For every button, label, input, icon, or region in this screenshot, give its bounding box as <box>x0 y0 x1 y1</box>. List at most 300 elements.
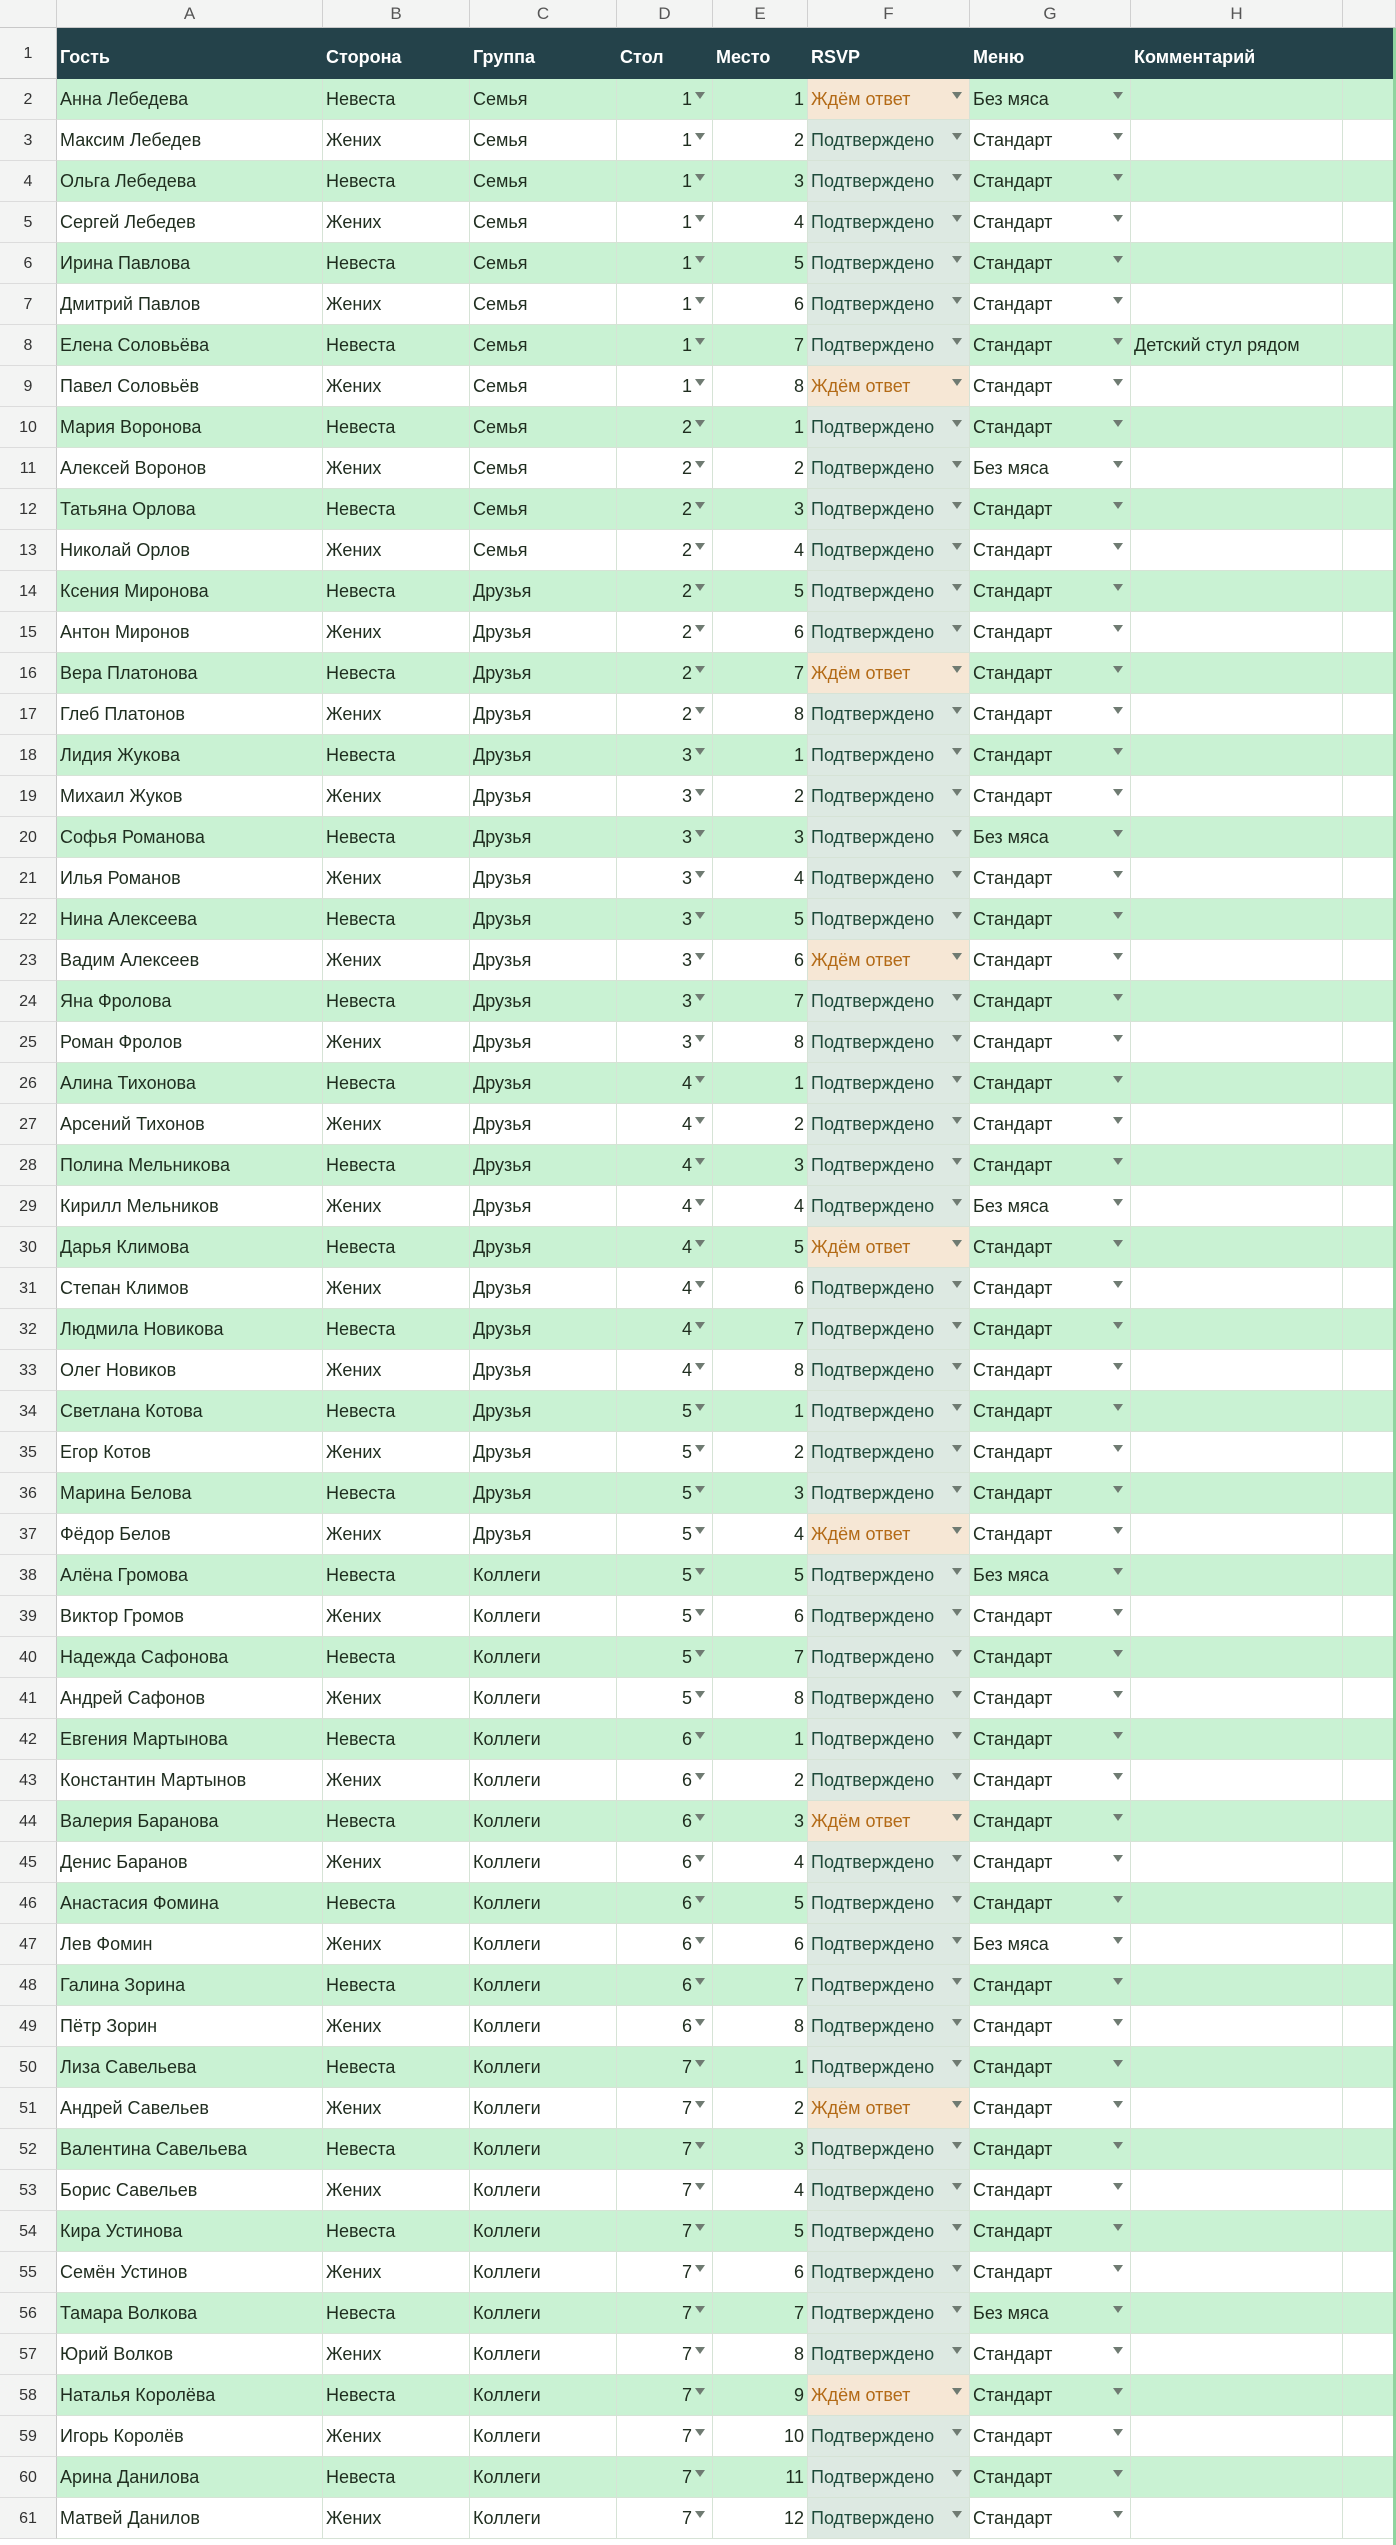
group-cell[interactable]: Друзья <box>470 1022 617 1063</box>
table-dropdown-cell[interactable] <box>617 817 713 858</box>
empty-cell[interactable] <box>1343 653 1396 694</box>
group-cell[interactable]: Друзья <box>470 653 617 694</box>
table-dropdown-cell[interactable] <box>617 1514 713 1555</box>
seat-cell[interactable]: 9 <box>713 2375 808 2416</box>
row-number[interactable]: 57 <box>0 2334 57 2375</box>
comment-cell[interactable] <box>1131 2334 1343 2375</box>
group-cell[interactable]: Коллеги <box>470 1678 617 1719</box>
group-cell[interactable]: Семья <box>470 79 617 120</box>
row-number[interactable]: 6 <box>0 243 57 284</box>
guest-cell[interactable]: Татьяна Орлова <box>57 489 323 530</box>
menu-dropdown-cell[interactable] <box>970 2211 1131 2252</box>
row-number[interactable]: 45 <box>0 1842 57 1883</box>
table-dropdown-cell[interactable] <box>617 1883 713 1924</box>
seat-cell[interactable]: 2 <box>713 120 808 161</box>
empty-cell[interactable] <box>1343 817 1396 858</box>
rsvp-dropdown-cell[interactable] <box>808 981 970 1022</box>
rsvp-dropdown-cell[interactable] <box>808 1145 970 1186</box>
guest-cell[interactable]: Ксения Миронова <box>57 571 323 612</box>
group-cell[interactable]: Семья <box>470 448 617 489</box>
guest-cell[interactable]: Максим Лебедев <box>57 120 323 161</box>
empty-cell[interactable] <box>1343 1268 1396 1309</box>
table-dropdown-cell[interactable] <box>617 2498 713 2539</box>
comment-cell[interactable] <box>1131 1145 1343 1186</box>
table-dropdown-cell[interactable] <box>617 1063 713 1104</box>
row-number[interactable]: 2 <box>0 79 57 120</box>
rsvp-dropdown-cell[interactable] <box>808 284 970 325</box>
row-number[interactable]: 37 <box>0 1514 57 1555</box>
side-cell[interactable]: Невеста <box>323 407 470 448</box>
comment-cell[interactable] <box>1131 1473 1343 1514</box>
comment-cell[interactable] <box>1131 694 1343 735</box>
rsvp-dropdown-cell[interactable] <box>808 1309 970 1350</box>
comment-cell[interactable] <box>1131 2293 1343 2334</box>
group-cell[interactable]: Коллеги <box>470 2170 617 2211</box>
seat-cell[interactable]: 1 <box>713 1063 808 1104</box>
empty-cell[interactable] <box>1343 1063 1396 1104</box>
guest-cell[interactable]: Елена Соловьёва <box>57 325 323 366</box>
guest-cell[interactable]: Софья Романова <box>57 817 323 858</box>
header-table[interactable]: Стол <box>617 28 713 79</box>
seat-cell[interactable]: 4 <box>713 2170 808 2211</box>
rsvp-dropdown-cell[interactable] <box>808 2498 970 2539</box>
empty-cell[interactable] <box>1343 2088 1396 2129</box>
guest-cell[interactable]: Ольга Лебедева <box>57 161 323 202</box>
side-cell[interactable]: Невеста <box>323 817 470 858</box>
comment-cell[interactable] <box>1131 366 1343 407</box>
empty-cell[interactable] <box>1343 448 1396 489</box>
guest-cell[interactable]: Мария Воронова <box>57 407 323 448</box>
empty-cell[interactable] <box>1343 1227 1396 1268</box>
comment-cell[interactable] <box>1131 2211 1343 2252</box>
seat-cell[interactable]: 10 <box>713 2416 808 2457</box>
empty-cell[interactable] <box>1343 2047 1396 2088</box>
menu-dropdown-cell[interactable] <box>970 1883 1131 1924</box>
side-cell[interactable]: Жених <box>323 694 470 735</box>
group-cell[interactable]: Семья <box>470 202 617 243</box>
side-cell[interactable]: Жених <box>323 2334 470 2375</box>
side-cell[interactable]: Жених <box>323 776 470 817</box>
menu-dropdown-cell[interactable] <box>970 2170 1131 2211</box>
side-cell[interactable]: Невеста <box>323 1555 470 1596</box>
guest-cell[interactable]: Матвей Данилов <box>57 2498 323 2539</box>
guest-cell[interactable]: Степан Климов <box>57 1268 323 1309</box>
side-cell[interactable]: Жених <box>323 1678 470 1719</box>
comment-cell[interactable] <box>1131 1309 1343 1350</box>
group-cell[interactable]: Коллеги <box>470 2375 617 2416</box>
empty-cell[interactable] <box>1343 1596 1396 1637</box>
menu-dropdown-cell[interactable] <box>970 1637 1131 1678</box>
empty-cell[interactable] <box>1343 2498 1396 2539</box>
guest-cell[interactable]: Ирина Павлова <box>57 243 323 284</box>
side-cell[interactable]: Невеста <box>323 981 470 1022</box>
table-dropdown-cell[interactable] <box>617 1227 713 1268</box>
comment-cell[interactable] <box>1131 776 1343 817</box>
empty-cell[interactable] <box>1343 1186 1396 1227</box>
menu-dropdown-cell[interactable] <box>970 1924 1131 1965</box>
side-cell[interactable]: Невеста <box>323 2047 470 2088</box>
row-number[interactable]: 32 <box>0 1309 57 1350</box>
table-dropdown-cell[interactable] <box>617 325 713 366</box>
comment-cell[interactable] <box>1131 2129 1343 2170</box>
group-cell[interactable]: Друзья <box>470 1145 617 1186</box>
side-cell[interactable]: Невеста <box>323 2375 470 2416</box>
row-number[interactable]: 58 <box>0 2375 57 2416</box>
rsvp-dropdown-cell[interactable] <box>808 79 970 120</box>
empty-cell[interactable] <box>1343 2129 1396 2170</box>
group-cell[interactable]: Коллеги <box>470 1965 617 2006</box>
menu-dropdown-cell[interactable] <box>970 489 1131 530</box>
guest-cell[interactable]: Яна Фролова <box>57 981 323 1022</box>
row-number[interactable]: 38 <box>0 1555 57 1596</box>
rsvp-dropdown-cell[interactable] <box>808 2006 970 2047</box>
menu-dropdown-cell[interactable] <box>970 448 1131 489</box>
comment-cell[interactable] <box>1131 1883 1343 1924</box>
seat-cell[interactable]: 7 <box>713 2293 808 2334</box>
row-number[interactable]: 28 <box>0 1145 57 1186</box>
rsvp-dropdown-cell[interactable] <box>808 1842 970 1883</box>
side-cell[interactable]: Невеста <box>323 2457 470 2498</box>
seat-cell[interactable]: 6 <box>713 940 808 981</box>
seat-cell[interactable]: 2 <box>713 776 808 817</box>
menu-dropdown-cell[interactable] <box>970 940 1131 981</box>
group-cell[interactable]: Друзья <box>470 981 617 1022</box>
comment-cell[interactable] <box>1131 489 1343 530</box>
group-cell[interactable]: Семья <box>470 530 617 571</box>
table-dropdown-cell[interactable] <box>617 2375 713 2416</box>
side-cell[interactable]: Жених <box>323 530 470 571</box>
rsvp-dropdown-cell[interactable] <box>808 2293 970 2334</box>
seat-cell[interactable]: 3 <box>713 1801 808 1842</box>
row-number[interactable]: 49 <box>0 2006 57 2047</box>
side-cell[interactable]: Жених <box>323 1924 470 1965</box>
comment-cell[interactable] <box>1131 530 1343 571</box>
comment-cell[interactable] <box>1131 817 1343 858</box>
rsvp-dropdown-cell[interactable] <box>808 243 970 284</box>
menu-dropdown-cell[interactable] <box>970 120 1131 161</box>
column-header-b[interactable]: B <box>323 0 470 28</box>
empty-cell[interactable] <box>1343 366 1396 407</box>
seat-cell[interactable]: 8 <box>713 1022 808 1063</box>
guest-cell[interactable]: Арсений Тихонов <box>57 1104 323 1145</box>
empty-cell[interactable] <box>1343 612 1396 653</box>
header-rsvp[interactable]: RSVP <box>808 28 970 79</box>
menu-dropdown-cell[interactable] <box>970 1678 1131 1719</box>
guest-cell[interactable]: Кира Устинова <box>57 2211 323 2252</box>
select-all-corner[interactable] <box>0 0 57 28</box>
row-number[interactable]: 21 <box>0 858 57 899</box>
comment-cell[interactable] <box>1131 1391 1343 1432</box>
rsvp-dropdown-cell[interactable] <box>808 1432 970 1473</box>
rsvp-dropdown-cell[interactable] <box>808 2088 970 2129</box>
rsvp-dropdown-cell[interactable] <box>808 940 970 981</box>
rsvp-dropdown-cell[interactable] <box>808 2047 970 2088</box>
group-cell[interactable]: Коллеги <box>470 1760 617 1801</box>
column-header-g[interactable]: G <box>970 0 1131 28</box>
group-cell[interactable]: Коллеги <box>470 2334 617 2375</box>
side-cell[interactable]: Невеста <box>323 1145 470 1186</box>
guest-cell[interactable]: Роман Фролов <box>57 1022 323 1063</box>
table-dropdown-cell[interactable] <box>617 1104 713 1145</box>
guest-cell[interactable]: Валентина Савельева <box>57 2129 323 2170</box>
seat-cell[interactable]: 3 <box>713 2129 808 2170</box>
column-header-a[interactable]: A <box>57 0 323 28</box>
table-dropdown-cell[interactable] <box>617 1596 713 1637</box>
empty-cell[interactable] <box>1343 981 1396 1022</box>
rsvp-dropdown-cell[interactable] <box>808 1719 970 1760</box>
group-cell[interactable]: Друзья <box>470 1350 617 1391</box>
empty-cell[interactable] <box>1343 489 1396 530</box>
empty-cell[interactable] <box>1343 940 1396 981</box>
comment-cell[interactable] <box>1131 1637 1343 1678</box>
group-cell[interactable]: Семья <box>470 120 617 161</box>
seat-cell[interactable]: 8 <box>713 1350 808 1391</box>
row-number[interactable]: 39 <box>0 1596 57 1637</box>
rsvp-dropdown-cell[interactable] <box>808 2170 970 2211</box>
empty-cell[interactable] <box>1343 243 1396 284</box>
guest-cell[interactable]: Виктор Громов <box>57 1596 323 1637</box>
menu-dropdown-cell[interactable] <box>970 2457 1131 2498</box>
menu-dropdown-cell[interactable] <box>970 243 1131 284</box>
rsvp-dropdown-cell[interactable] <box>808 2252 970 2293</box>
comment-cell[interactable] <box>1131 120 1343 161</box>
guest-cell[interactable]: Егор Котов <box>57 1432 323 1473</box>
group-cell[interactable]: Друзья <box>470 1186 617 1227</box>
menu-dropdown-cell[interactable] <box>970 1350 1131 1391</box>
comment-cell[interactable] <box>1131 1432 1343 1473</box>
side-cell[interactable]: Жених <box>323 1104 470 1145</box>
seat-cell[interactable]: 2 <box>713 1104 808 1145</box>
seat-cell[interactable]: 4 <box>713 202 808 243</box>
empty-cell[interactable] <box>1343 1391 1396 1432</box>
guest-cell[interactable]: Михаил Жуков <box>57 776 323 817</box>
table-dropdown-cell[interactable] <box>617 1391 713 1432</box>
seat-cell[interactable]: 1 <box>713 2047 808 2088</box>
guest-cell[interactable]: Лидия Жукова <box>57 735 323 776</box>
side-cell[interactable]: Жених <box>323 1268 470 1309</box>
menu-dropdown-cell[interactable] <box>970 1391 1131 1432</box>
guest-cell[interactable]: Вадим Алексеев <box>57 940 323 981</box>
comment-cell[interactable] <box>1131 161 1343 202</box>
side-cell[interactable]: Невеста <box>323 79 470 120</box>
comment-cell[interactable] <box>1131 2498 1343 2539</box>
guest-cell[interactable]: Полина Мельникова <box>57 1145 323 1186</box>
rsvp-dropdown-cell[interactable] <box>808 1637 970 1678</box>
comment-cell[interactable] <box>1131 284 1343 325</box>
side-cell[interactable]: Невеста <box>323 653 470 694</box>
group-cell[interactable]: Друзья <box>470 694 617 735</box>
empty-cell[interactable] <box>1343 2293 1396 2334</box>
seat-cell[interactable]: 6 <box>713 1268 808 1309</box>
menu-dropdown-cell[interactable] <box>970 1022 1131 1063</box>
seat-cell[interactable]: 4 <box>713 530 808 571</box>
row-number[interactable]: 18 <box>0 735 57 776</box>
row-number[interactable]: 19 <box>0 776 57 817</box>
side-cell[interactable]: Невеста <box>323 2211 470 2252</box>
rsvp-dropdown-cell[interactable] <box>808 1801 970 1842</box>
empty-cell[interactable] <box>1343 1104 1396 1145</box>
seat-cell[interactable]: 6 <box>713 1924 808 1965</box>
group-cell[interactable]: Друзья <box>470 858 617 899</box>
rsvp-dropdown-cell[interactable] <box>808 161 970 202</box>
guest-cell[interactable]: Арина Данилова <box>57 2457 323 2498</box>
row-number[interactable]: 46 <box>0 1883 57 1924</box>
comment-cell[interactable] <box>1131 1924 1343 1965</box>
empty-cell[interactable] <box>1343 1473 1396 1514</box>
guest-cell[interactable]: Борис Савельев <box>57 2170 323 2211</box>
table-dropdown-cell[interactable] <box>617 1801 713 1842</box>
empty-cell[interactable] <box>1343 2375 1396 2416</box>
group-cell[interactable]: Коллеги <box>470 1637 617 1678</box>
menu-dropdown-cell[interactable] <box>970 2252 1131 2293</box>
guest-cell[interactable]: Алина Тихонова <box>57 1063 323 1104</box>
column-header-i[interactable] <box>1343 0 1396 28</box>
menu-dropdown-cell[interactable] <box>970 735 1131 776</box>
table-dropdown-cell[interactable] <box>617 284 713 325</box>
menu-dropdown-cell[interactable] <box>970 325 1131 366</box>
rsvp-dropdown-cell[interactable] <box>808 776 970 817</box>
guest-cell[interactable]: Лиза Савельева <box>57 2047 323 2088</box>
group-cell[interactable]: Коллеги <box>470 2252 617 2293</box>
side-cell[interactable]: Жених <box>323 1596 470 1637</box>
row-number[interactable]: 36 <box>0 1473 57 1514</box>
column-header-f[interactable]: F <box>808 0 970 28</box>
menu-dropdown-cell[interactable] <box>970 2375 1131 2416</box>
comment-cell[interactable] <box>1131 2170 1343 2211</box>
group-cell[interactable]: Семья <box>470 489 617 530</box>
menu-dropdown-cell[interactable] <box>970 1309 1131 1350</box>
seat-cell[interactable]: 5 <box>713 243 808 284</box>
table-dropdown-cell[interactable] <box>617 2293 713 2334</box>
side-cell[interactable]: Невеста <box>323 735 470 776</box>
menu-dropdown-cell[interactable] <box>970 1104 1131 1145</box>
side-cell[interactable]: Невеста <box>323 1637 470 1678</box>
rsvp-dropdown-cell[interactable] <box>808 1514 970 1555</box>
seat-cell[interactable]: 2 <box>713 1432 808 1473</box>
comment-cell[interactable] <box>1131 899 1343 940</box>
comment-cell[interactable] <box>1131 2457 1343 2498</box>
rsvp-dropdown-cell[interactable] <box>808 2416 970 2457</box>
row-number[interactable]: 56 <box>0 2293 57 2334</box>
empty-cell[interactable] <box>1343 1801 1396 1842</box>
column-header-c[interactable]: C <box>470 0 617 28</box>
row-number[interactable]: 52 <box>0 2129 57 2170</box>
comment-cell[interactable] <box>1131 981 1343 1022</box>
row-number[interactable]: 35 <box>0 1432 57 1473</box>
rsvp-dropdown-cell[interactable] <box>808 489 970 530</box>
group-cell[interactable]: Друзья <box>470 1268 617 1309</box>
menu-dropdown-cell[interactable] <box>970 161 1131 202</box>
comment-cell[interactable] <box>1131 1514 1343 1555</box>
comment-cell[interactable] <box>1131 653 1343 694</box>
group-cell[interactable]: Семья <box>470 284 617 325</box>
table-dropdown-cell[interactable] <box>617 981 713 1022</box>
column-header-h[interactable]: H <box>1131 0 1343 28</box>
seat-cell[interactable]: 5 <box>713 571 808 612</box>
guest-cell[interactable]: Вера Платонова <box>57 653 323 694</box>
menu-dropdown-cell[interactable] <box>970 653 1131 694</box>
guest-cell[interactable]: Евгения Мартынова <box>57 1719 323 1760</box>
seat-cell[interactable]: 7 <box>713 325 808 366</box>
rsvp-dropdown-cell[interactable] <box>808 1678 970 1719</box>
seat-cell[interactable]: 4 <box>713 1842 808 1883</box>
row-number[interactable]: 8 <box>0 325 57 366</box>
table-dropdown-cell[interactable] <box>617 202 713 243</box>
comment-cell[interactable] <box>1131 2006 1343 2047</box>
menu-dropdown-cell[interactable] <box>970 571 1131 612</box>
side-cell[interactable]: Жених <box>323 2498 470 2539</box>
empty-cell[interactable] <box>1343 202 1396 243</box>
empty-cell[interactable] <box>1343 2006 1396 2047</box>
menu-dropdown-cell[interactable] <box>970 858 1131 899</box>
table-dropdown-cell[interactable] <box>617 2252 713 2293</box>
row-number[interactable]: 27 <box>0 1104 57 1145</box>
header-guest[interactable]: Гость <box>57 28 323 79</box>
empty-cell[interactable] <box>1343 571 1396 612</box>
row-number[interactable]: 31 <box>0 1268 57 1309</box>
comment-cell[interactable] <box>1131 940 1343 981</box>
comment-cell[interactable] <box>1131 243 1343 284</box>
row-number[interactable]: 9 <box>0 366 57 407</box>
group-cell[interactable]: Коллеги <box>470 1924 617 1965</box>
menu-dropdown-cell[interactable] <box>970 407 1131 448</box>
seat-cell[interactable]: 5 <box>713 1555 808 1596</box>
comment-cell[interactable] <box>1131 1760 1343 1801</box>
menu-dropdown-cell[interactable] <box>970 2334 1131 2375</box>
group-cell[interactable]: Коллеги <box>470 1842 617 1883</box>
empty-cell[interactable] <box>1343 161 1396 202</box>
guest-cell[interactable]: Светлана Котова <box>57 1391 323 1432</box>
side-cell[interactable]: Жених <box>323 448 470 489</box>
empty-cell[interactable] <box>1343 735 1396 776</box>
empty-cell[interactable] <box>1343 1022 1396 1063</box>
side-cell[interactable]: Невеста <box>323 1883 470 1924</box>
rsvp-dropdown-cell[interactable] <box>808 1965 970 2006</box>
guest-cell[interactable]: Марина Белова <box>57 1473 323 1514</box>
row-number[interactable]: 53 <box>0 2170 57 2211</box>
side-cell[interactable]: Жених <box>323 858 470 899</box>
seat-cell[interactable]: 1 <box>713 735 808 776</box>
guest-cell[interactable]: Тамара Волкова <box>57 2293 323 2334</box>
rsvp-dropdown-cell[interactable] <box>808 1022 970 1063</box>
menu-dropdown-cell[interactable] <box>970 2129 1131 2170</box>
empty-cell[interactable] <box>1343 284 1396 325</box>
row-number[interactable]: 47 <box>0 1924 57 1965</box>
table-dropdown-cell[interactable] <box>617 2129 713 2170</box>
comment-cell[interactable] <box>1131 2252 1343 2293</box>
comment-cell[interactable] <box>1131 79 1343 120</box>
empty-cell[interactable] <box>1343 1145 1396 1186</box>
table-dropdown-cell[interactable] <box>617 858 713 899</box>
guest-cell[interactable]: Олег Новиков <box>57 1350 323 1391</box>
menu-dropdown-cell[interactable] <box>970 2047 1131 2088</box>
group-cell[interactable]: Друзья <box>470 940 617 981</box>
menu-dropdown-cell[interactable] <box>970 1432 1131 1473</box>
side-cell[interactable]: Жених <box>323 1432 470 1473</box>
rsvp-dropdown-cell[interactable] <box>808 571 970 612</box>
seat-cell[interactable]: 1 <box>713 407 808 448</box>
table-dropdown-cell[interactable] <box>617 243 713 284</box>
table-dropdown-cell[interactable] <box>617 2211 713 2252</box>
group-cell[interactable]: Друзья <box>470 1473 617 1514</box>
table-dropdown-cell[interactable] <box>617 1555 713 1596</box>
row-number[interactable]: 42 <box>0 1719 57 1760</box>
menu-dropdown-cell[interactable] <box>970 284 1131 325</box>
empty-cell[interactable] <box>1343 2334 1396 2375</box>
group-cell[interactable]: Друзья <box>470 612 617 653</box>
side-cell[interactable]: Жених <box>323 1186 470 1227</box>
rsvp-dropdown-cell[interactable] <box>808 1883 970 1924</box>
